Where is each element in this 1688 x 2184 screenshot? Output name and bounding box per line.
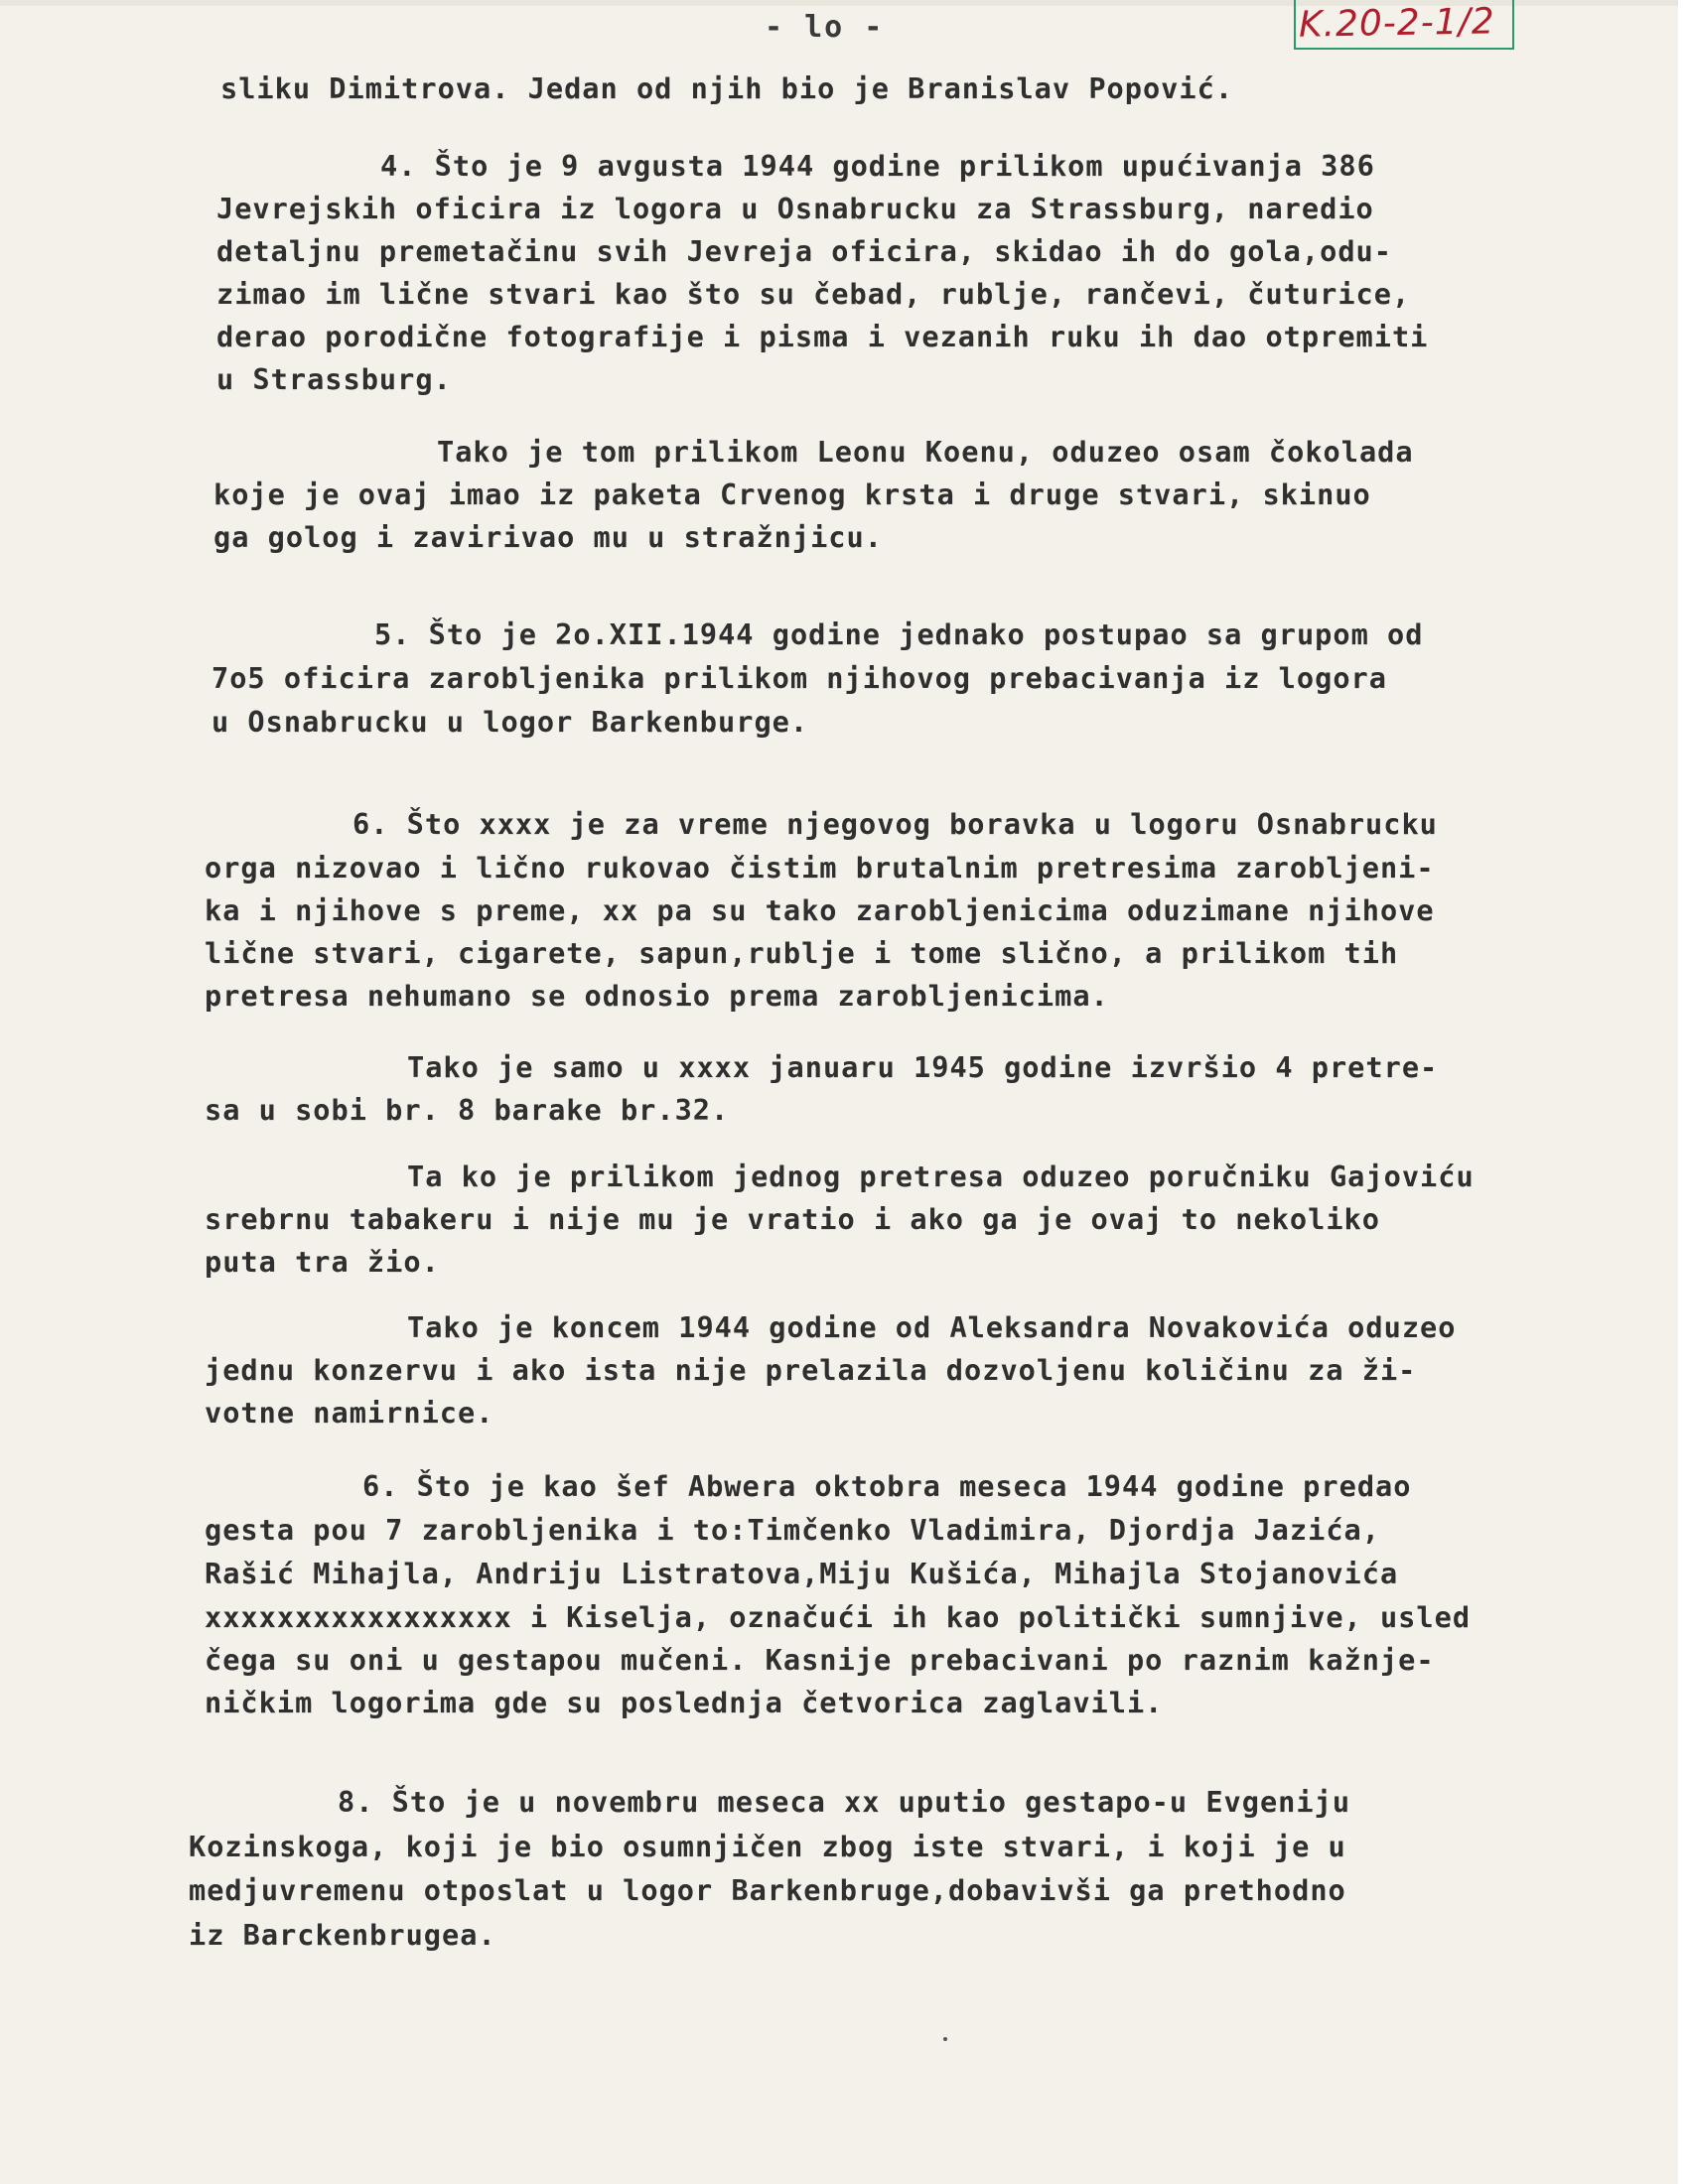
text-line: puta tra žio.: [205, 1245, 440, 1279]
archive-reference: K.20-2-1/2: [1298, 1, 1496, 46]
text-line: 6. Što je kao šef Abwera oktobra meseca 1944 godine predao: [362, 1469, 1412, 1503]
text-line: u Strassburg.: [216, 362, 452, 396]
text-line: sliku Dimitrova. Jedan od njih bio je Branislav Popović.: [220, 71, 1234, 105]
text-line: čega su oni u gestapou mučeni. Kasnije prebacivani po raznim kažnje-: [205, 1643, 1435, 1677]
text-line: zimao im lične stvari kao što su čebad, rublje, rančevi, čuturice,: [216, 277, 1411, 311]
ink-dot: [943, 2037, 947, 2041]
text-line: Ta ko je prilikom jednog pretresa oduzeo poručniku Gajoviću: [407, 1160, 1475, 1193]
text-line: detaljnu premetačinu svih Jevreja oficira, skidao ih do gola,odu-: [216, 234, 1392, 268]
text-line: 4. Što je 9 avgusta 1944 godine prilikom upućivanja 386: [380, 149, 1375, 183]
text-line: sa u sobi br. 8 barake br.32.: [205, 1093, 730, 1127]
text-line: Kozinskoga, koji je bio osumnjičen zbog iste stvari, i koji je u: [189, 1830, 1346, 1863]
text-line: votne namirnice.: [205, 1396, 494, 1430]
text-line: orga nizovao i lično rukovao čistim brutalnim pretresima zarobljeni-: [205, 851, 1435, 885]
scan-margin: [1678, 0, 1688, 2184]
text-line: gesta pou 7 zarobljenika i to:Timčenko Vladimira, Djordja Jazića,: [205, 1513, 1380, 1547]
text-line: 8. Što je u novembru meseca xx uputio gestapo-u Evgeniju: [338, 1785, 1351, 1819]
text-line: Tako je koncem 1944 godine od Aleksandra Novakovića oduzeo: [407, 1310, 1457, 1344]
text-line: 7o5 oficira zarobljenika prilikom njihovog prebacivanja iz logora: [211, 661, 1387, 695]
page-number: - lo -: [765, 10, 885, 45]
text-line: ničkim logorima gde su poslednja četvorica zaglavili.: [205, 1686, 1164, 1719]
text-line: srebrnu tabakeru i nije mu je vratio i ako ga je ovaj to nekoliko: [205, 1202, 1380, 1236]
text-line: Tako je tom prilikom Leonu Koenu, oduzeo osam čokolada: [437, 435, 1414, 469]
text-line: Rašić Mihajla, Andriju Listratova,Miju Kušića, Mihajla Stojanovića: [205, 1557, 1399, 1590]
text-line: 6. Što xxxx je za vreme njegovog boravka u logoru Osnabrucku: [352, 807, 1438, 841]
text-line: derao porodične fotografije i pisma i vezanih ruku ih dao otpremiti: [216, 320, 1429, 353]
text-line: ga golog i zavirivao mu u stražnjicu.: [213, 520, 883, 554]
text-line: Jevrejskih oficira iz logora u Osnabrucku za Strassburg, naredio: [216, 192, 1374, 225]
text-line: iz Barckenbrugea.: [189, 1918, 496, 1952]
text-line: xxxxxxxxxxxxxxxxx i Kiselja, označući ih kao politički sumnjive, usled: [205, 1600, 1472, 1634]
text-line: 5. Što je 2o.XII.1944 godine jednako postupao sa grupom od: [374, 617, 1424, 651]
text-line: ka i njihove s preme, xx pa su tako zarobljenicima oduzimane njihove: [205, 893, 1435, 927]
text-line: u Osnabrucku u logor Barkenburge.: [211, 705, 809, 739]
text-line: Tako je samo u xxxx januaru 1945 godine izvršio 4 pretre-: [407, 1050, 1439, 1084]
text-line: koje je ovaj imao iz paketa Crvenog krsta i druge stvari, skinuo: [213, 478, 1371, 511]
text-line: medjuvremenu otposlat u logor Barkenbruge,dobavivši ga prethodno: [189, 1873, 1346, 1907]
text-line: lične stvari, cigarete, sapun,rublje i tome slično, a prilikom tih: [205, 936, 1399, 970]
text-line: jednu konzervu i ako ista nije prelazila dozvoljenu količinu za ži-: [205, 1353, 1417, 1387]
text-line: pretresa nehumano se odnosio prema zarobljenicima.: [205, 979, 1109, 1013]
